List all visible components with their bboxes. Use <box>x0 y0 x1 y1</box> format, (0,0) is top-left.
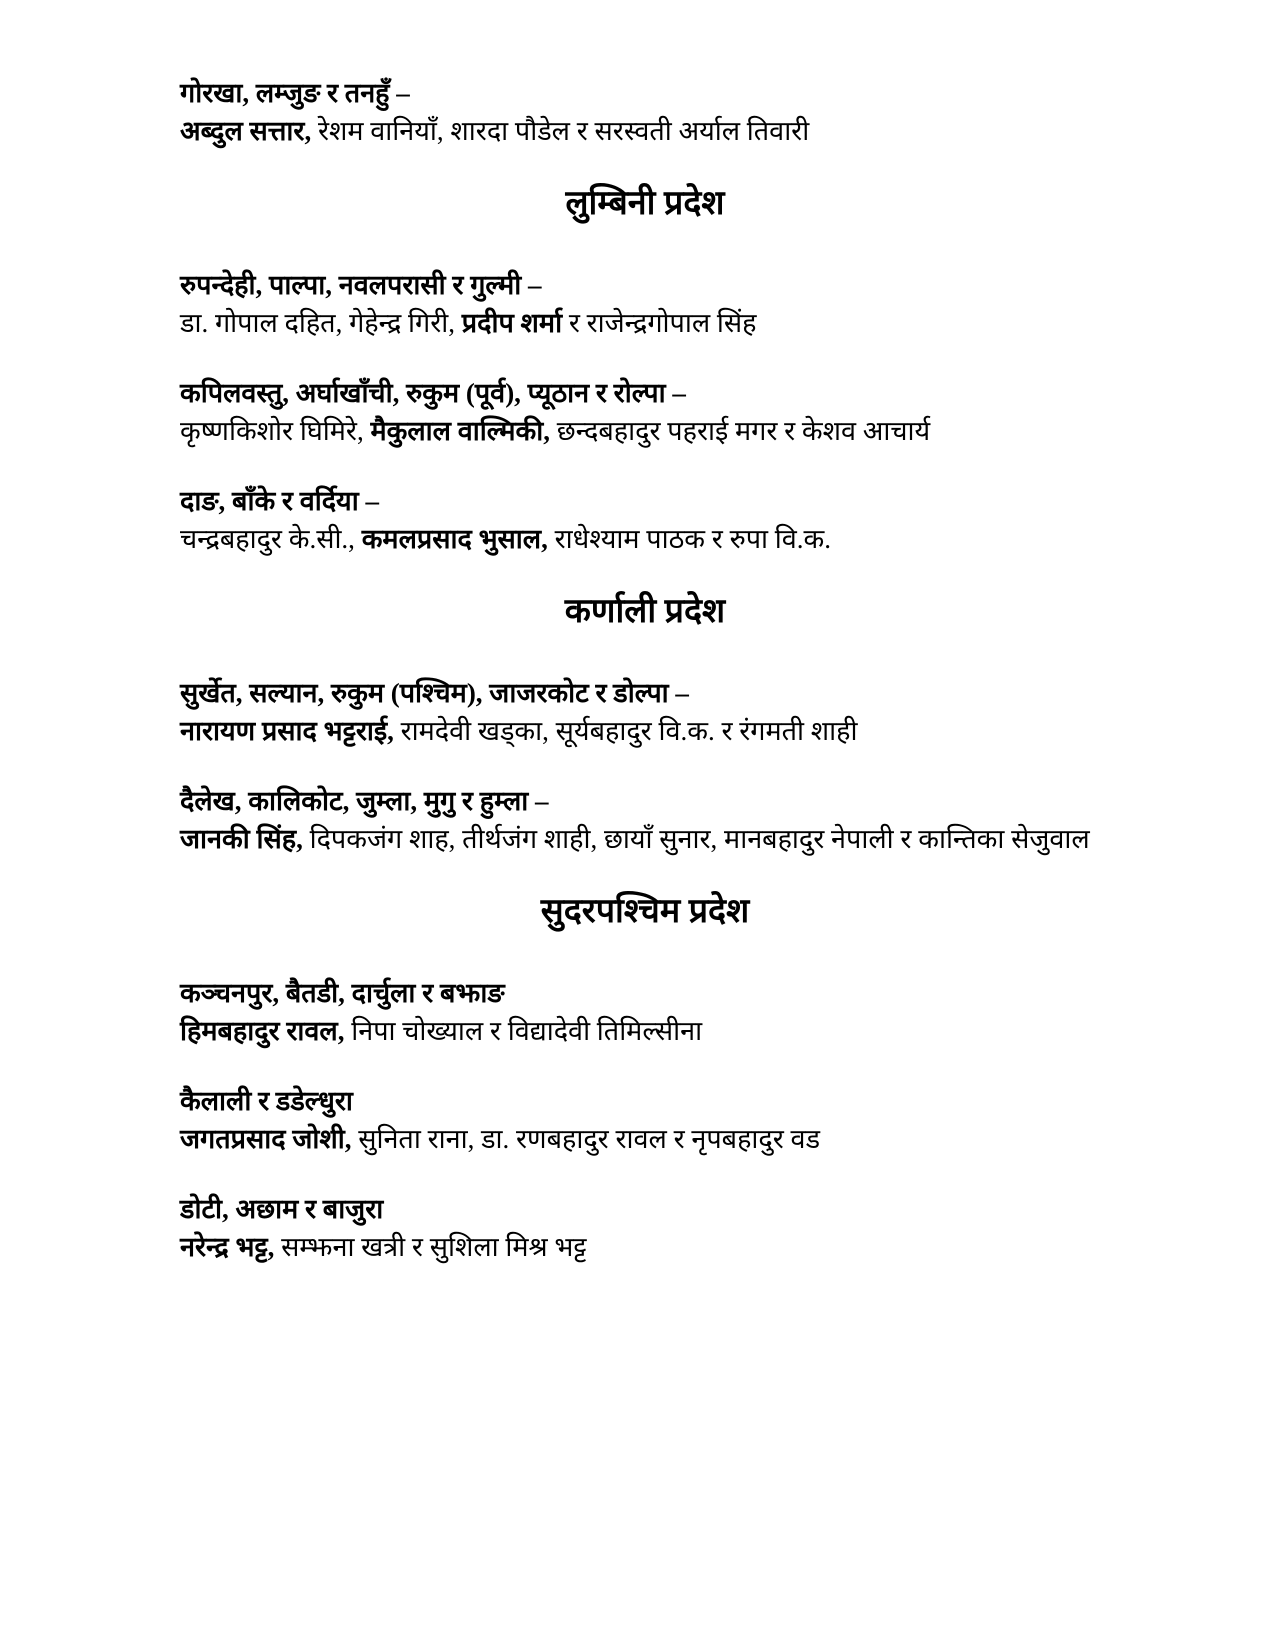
member-names: डा. गोपाल दहित, गेहेन्द्र गिरी, <box>180 308 462 338</box>
district-group <box>180 782 1110 858</box>
members-line <box>180 1012 1110 1050</box>
members-line <box>180 412 1110 450</box>
member-names: राधेश्याम पाठक र रुपा वि.क. <box>547 524 832 554</box>
members-line <box>180 820 1110 858</box>
member-names: चन्द्रबहादुर के.सी., <box>180 524 362 554</box>
province-heading: सुदरपश्चिम प्रदेश <box>540 893 750 930</box>
member-names: र राजेन्द्रगोपाल सिंह <box>562 308 757 338</box>
member-names: रामदेवी खड्का, सूर्यबहादुर वि.क. र रंगमती शाही <box>393 716 858 746</box>
district-list: डोटी, अछाम र बाजुरा <box>180 1194 384 1224</box>
member-name-bold: नरेन्द्र भट्ट, <box>180 1232 275 1262</box>
member-names: कृष्णकिशोर घिमिरे, <box>180 416 371 446</box>
members-line <box>180 712 1110 750</box>
member-name-bold: जगतप्रसाद जोशी, <box>180 1124 352 1154</box>
district-group <box>180 974 1110 1050</box>
member-name-bold: नारायण प्रसाद भट्टराई, <box>180 716 394 746</box>
district-list: गोरखा, लम्जुङ र तनहुँ – <box>180 78 410 108</box>
district-list: दैलेख, कालिकोट, जुम्ला, मुगु र हुम्ला – <box>180 786 549 816</box>
district-group <box>180 374 1110 450</box>
member-name-bold: जानकी सिंह, <box>180 824 303 854</box>
district-group <box>180 674 1110 750</box>
members-line <box>180 112 1110 150</box>
members-line <box>180 520 1110 558</box>
member-name-bold: प्रदीप शर्मा <box>461 308 563 338</box>
district-group <box>180 1190 1110 1266</box>
district-list: सुर्खेत, सल्यान, रुकुम (पश्चिम), जाजरकोट र डोल्पा – <box>180 678 689 708</box>
member-names: रेशम वानियाँ, शारदा पौडेल र सरस्वती अर्याल तिवारी <box>311 116 810 146</box>
member-names: निपा चोख्याल र विद्यादेवी तिमिल्सीना <box>344 1016 703 1046</box>
member-names: सम्झना खत्री र सुशिला मिश्र भट्ट <box>274 1232 587 1262</box>
members-line <box>180 1120 1110 1158</box>
district-group <box>180 1082 1110 1158</box>
district-list: कञ्चनपुर, बैतडी, दार्चुला र बझाङ <box>180 978 505 1008</box>
member-name-bold: अब्दुल सत्तार, <box>180 116 312 146</box>
district-group <box>180 482 1110 558</box>
district-list: दाङ, बाँके र वर्दिया – <box>180 486 379 516</box>
district-list: कपिलवस्तु, अर्घाखाँची, रुकुम (पूर्व), प्यूठान र रोल्पा – <box>180 378 686 408</box>
member-name-bold: मैकुलाल वाल्मिकी, <box>370 416 551 446</box>
member-name-bold: हिमबहादुर रावल, <box>180 1016 345 1046</box>
member-names: सुनिता राना, डा. रणबहादुर रावल र नृपबहादुर वड <box>351 1124 821 1154</box>
member-names: छन्दबहादुर पहराई मगर र केशव आचार्य <box>550 416 931 446</box>
province-heading: लुम्बिनी प्रदेश <box>565 185 725 222</box>
document-body <box>180 74 1110 1266</box>
district-group <box>180 266 1110 342</box>
members-line <box>180 1228 1110 1266</box>
district-list: रुपन्देही, पाल्पा, नवलपरासी र गुल्मी – <box>180 270 542 300</box>
member-name-bold: कमलप्रसाद भुसाल, <box>361 524 548 554</box>
member-names: दिपकजंग शाह, तीर्थजंग शाही, छायाँ सुनार, मानबहादुर नेपाली र कान्तिका सेजुवाल <box>302 824 1090 854</box>
members-line <box>180 304 1110 342</box>
province-heading: कर्णाली प्रदेश <box>564 593 726 630</box>
district-group <box>180 74 1110 150</box>
district-list: कैलाली र डडेल्धुरा <box>180 1086 353 1116</box>
